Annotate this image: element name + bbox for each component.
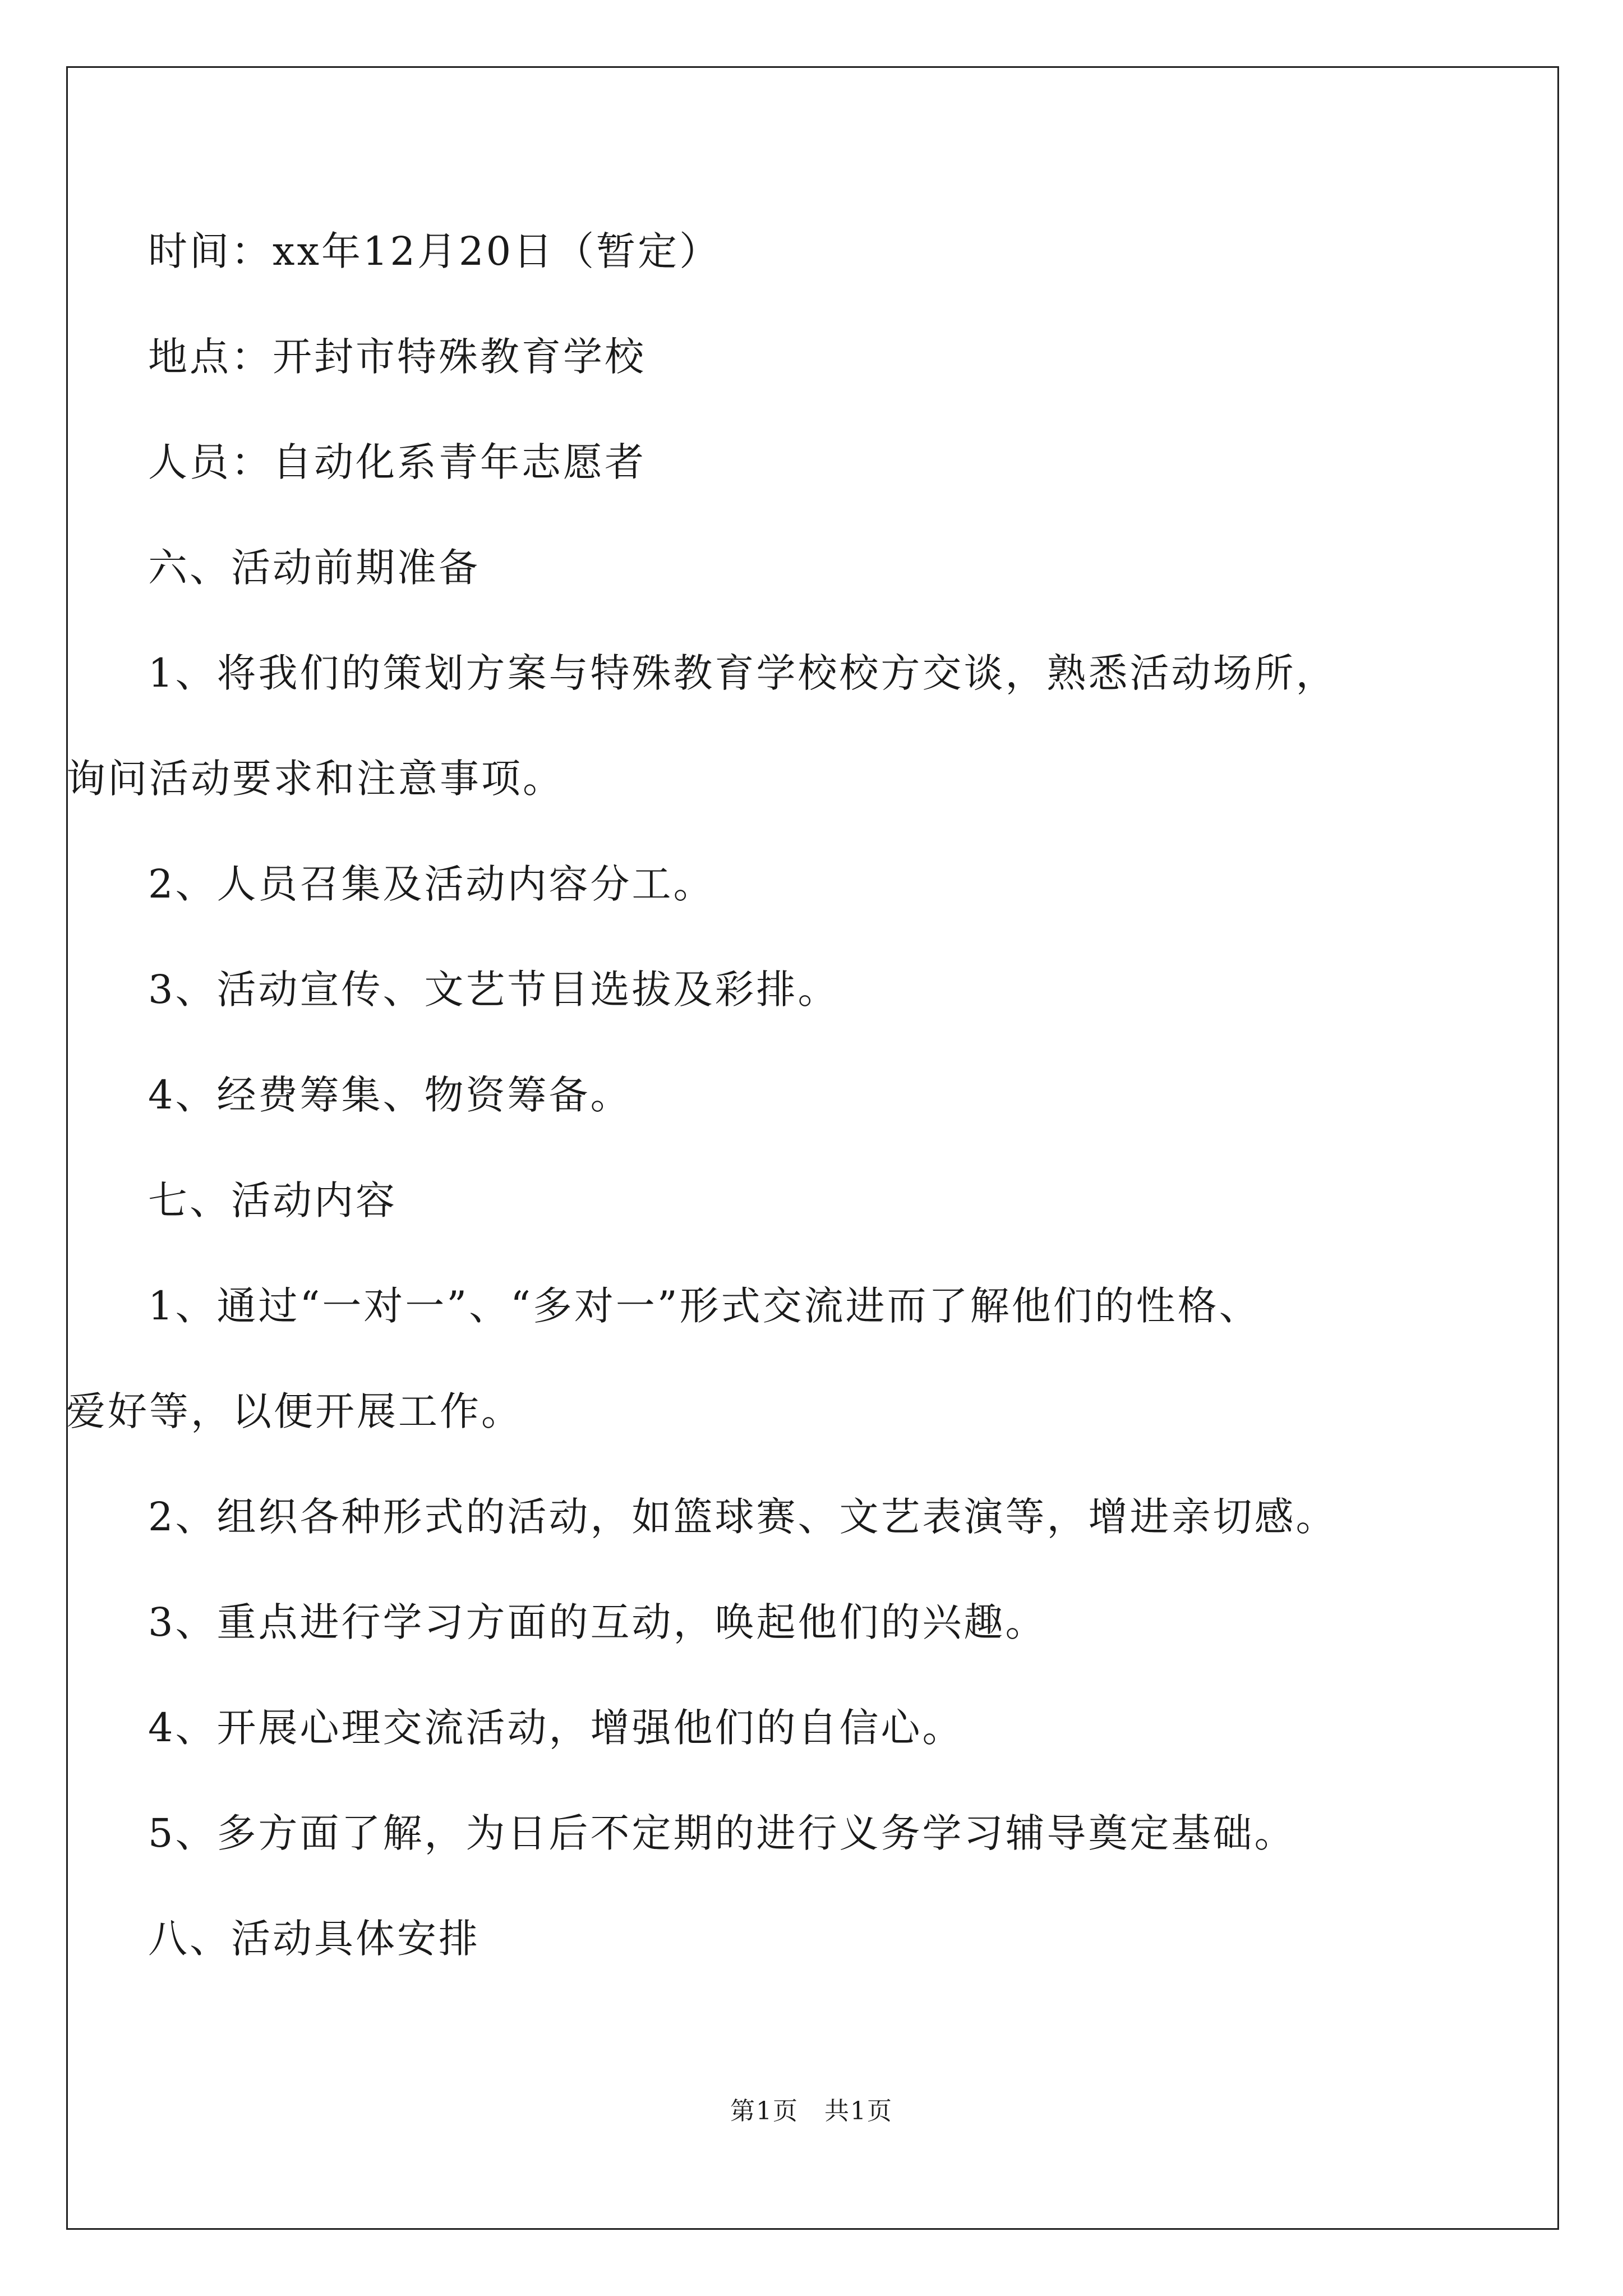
page-border [66, 66, 1559, 2230]
paragraph-location: 地点：开封市特殊教育学校 [148, 334, 646, 380]
page-number: 第1页 [730, 2097, 799, 2125]
paragraph-content-2: 2、组织各种形式的活动，如篮球赛、文艺表演等，增进亲切感。 [148, 1494, 1338, 1540]
paragraph-prep-2: 2、人员召集及活动内容分工。 [148, 861, 715, 907]
paragraph-prep-3: 3、活动宣传、文艺节目选拔及彩排。 [148, 967, 840, 1013]
paragraph-prep-1-cont: 询问活动要求和注意事项。 [66, 756, 564, 802]
paragraph-content-4: 4、开展心理交流活动，增强他们的自信心。 [148, 1705, 964, 1751]
paragraph-time: 时间：xx年12月20日（暂定） [148, 228, 721, 274]
paragraph-content-5: 5、多方面了解，为日后不定期的进行义务学习辅导奠定基础。 [148, 1810, 1296, 1856]
page-total: 共1页 [824, 2097, 893, 2125]
paragraph-content-1: 1、通过“一对一”、“多对一”形式交流进而了解他们的性格、 [148, 1283, 1261, 1329]
paragraph-prep-1: 1、将我们的策划方案与特殊教育学校校方交谈，熟悉活动场所， [148, 650, 1338, 696]
section-heading-six: 六、活动前期准备 [148, 545, 480, 591]
section-heading-seven: 七、活动内容 [148, 1177, 397, 1223]
page-footer [0, 2096, 1623, 2127]
paragraph-prep-4: 4、经费筹集、物资筹备。 [148, 1072, 632, 1118]
paragraph-content-1-cont: 爱好等，以便开展工作。 [66, 1388, 523, 1434]
paragraph-content-3: 3、重点进行学习方面的互动，唤起他们的兴趣。 [148, 1599, 1047, 1645]
paragraph-personnel: 人员：自动化系青年志愿者 [148, 439, 646, 485]
section-heading-eight: 八、活动具体安排 [148, 1916, 480, 1962]
